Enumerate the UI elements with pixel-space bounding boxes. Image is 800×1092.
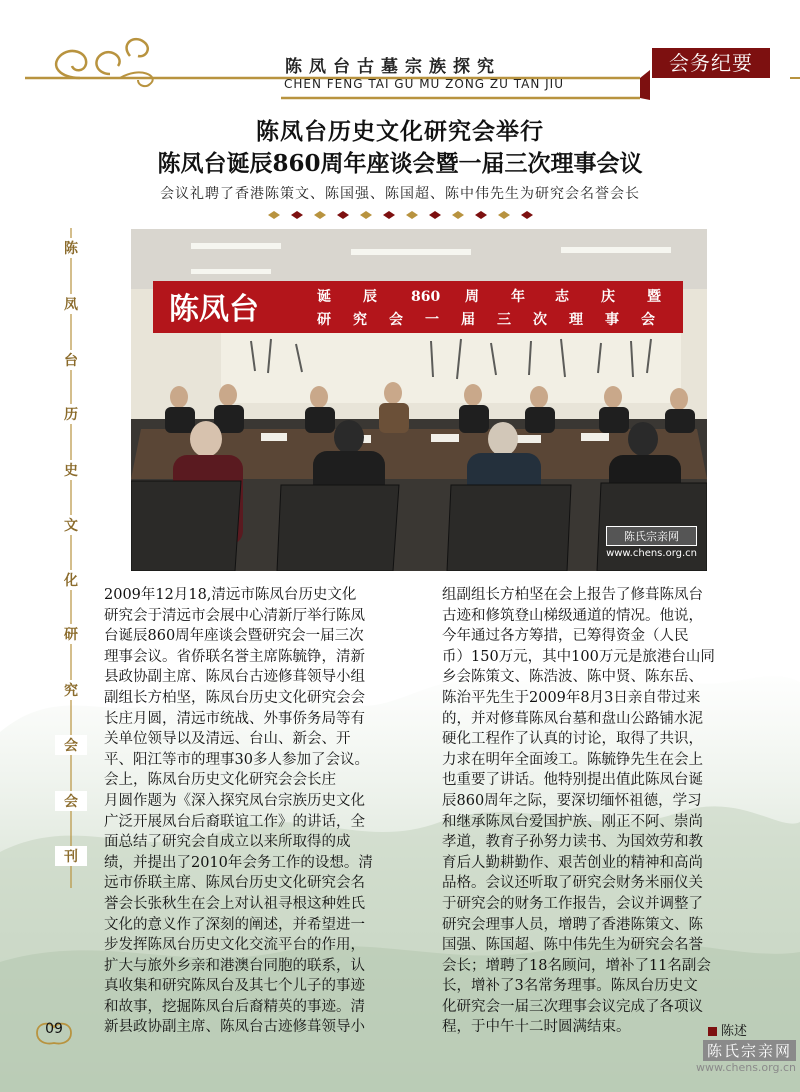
author-name: 陈述 <box>721 1024 748 1039</box>
page-number-badge <box>33 1017 75 1047</box>
body-text-line: 国强、陈国超、陈中伟先生为研究会名誉 <box>442 937 703 954</box>
divider-diamond-icon <box>475 211 487 219</box>
body-text-line: 研究会于清远市会展中心清新厅举行陈凤 <box>104 607 365 624</box>
body-text-line: 和故事，挖掘陈凤台后裔精英的事迹。清 <box>104 998 365 1015</box>
divider-diamond-icon <box>498 211 510 219</box>
body-text-line: 新县政协副主席、陈凤台古迹修葺领导小 <box>104 1019 365 1036</box>
article-body-left-column <box>104 585 422 1038</box>
body-text-line: 绩，并提出了2010年会务工作的设想。清 <box>104 854 373 871</box>
body-text-line: 远市侨联主席、陈凤台历史文化研究会名 <box>104 875 365 892</box>
sidebar-char: 会 <box>55 791 87 811</box>
body-text-line: 2009年12月18,清远市陈凤台历史文化 <box>104 587 357 603</box>
banner-line2-word: 三 <box>497 312 511 328</box>
body-text-line: 广泛开展凤台后裔联谊工作》的讲话，全 <box>104 813 365 830</box>
body-text-line: 县政协副主席、陈凤台古迹修葺领导小组 <box>104 669 365 686</box>
article-subtitle: 会议礼聘了香港陈策文、陈国强、陈国超、陈中伟先生为研究会名誉会长 <box>160 186 640 202</box>
sidebar-char: 文 <box>55 515 87 535</box>
body-text-line: 组副组长方柏坚在会上报告了修葺陈凤台 <box>442 587 703 603</box>
sidebar-char: 凤 <box>55 294 87 314</box>
body-text-line: 和继承陈凤台爱国护族、刚正不阿、崇尚 <box>442 813 703 830</box>
body-text-line: 硬化工程作了认真的讨论，取得了共识， <box>442 731 703 748</box>
body-text-line: 程，于中午十二时圆满结束。 <box>442 1019 631 1036</box>
body-text-line: 育后人勤耕勤作、艰苦创业的精神和高尚 <box>442 854 703 871</box>
body-text-line: 真收集和研究陈凤台及其七个儿子的事迹 <box>104 978 365 995</box>
sidebar-char: 台 <box>55 350 87 370</box>
article-title-line1: 陈凤台历史文化研究会举行 <box>256 118 544 145</box>
banner-line2-word: 事 <box>605 312 619 328</box>
sidebar-char: 究 <box>55 680 87 700</box>
section-tag: 会务纪要 <box>652 48 770 78</box>
divider-diamond-icon <box>291 211 303 219</box>
site-watermark-url: www.chens.org.cn <box>695 1061 796 1074</box>
divider-diamond-icon <box>452 211 464 219</box>
body-text-line: 台诞辰860周年座谈会暨研究会一届三次 <box>104 628 364 645</box>
magazine-column-pinyin: CHEN FENG TAI GU MU ZONG ZU TAN JIU <box>284 77 564 91</box>
body-text-line: 长庄月圆，清远市统战、外事侨务局等有 <box>104 710 365 727</box>
body-text-line: 力求在明年全面竣工。陈毓铮先生在会上 <box>442 751 703 768</box>
meeting-photo-illustration <box>131 229 707 571</box>
divider-diamond-icon <box>337 211 349 219</box>
divider-diamond-icon <box>406 211 418 219</box>
body-text-line: 关单位领导以及清远、台山、新会、开 <box>104 731 351 748</box>
magazine-column-title: 陈凤台古墓宗族探究 <box>285 57 501 77</box>
banner-line2-word: 届 <box>461 312 475 328</box>
meeting-photo <box>131 229 707 571</box>
site-watermark-brand: 陈氏宗亲网 <box>703 1040 796 1061</box>
title-divider <box>262 210 538 220</box>
photo-watermark <box>606 526 697 559</box>
sidebar-char: 陈 <box>55 238 87 258</box>
banner-line1-word: 诞 <box>317 289 331 305</box>
body-text-line: 今年通过各方筹措，已筹得资金（人民 <box>442 628 689 645</box>
banner-line2-word: 次 <box>533 312 547 328</box>
body-text-line: 月圆作题为《深入探究凤台宗族历史文化 <box>104 792 365 809</box>
body-text-line: 辰860周年之际，要深切缅怀祖德，学习 <box>442 792 702 809</box>
photo-watermark-site: www.chens.org.cn <box>606 548 697 559</box>
body-text-line: 币）150万元，其中100万元是旅港台山同 <box>442 648 715 665</box>
body-text-line: 古迹和修筑登山梯级通道的情况。他说， <box>442 607 703 624</box>
divider-diamond-icon <box>268 211 280 219</box>
sidebar-char: 会 <box>55 735 87 755</box>
body-text-line: 品格。会议还听取了研究会财务米丽仪关 <box>442 875 703 892</box>
article-title-line2: 陈凤台诞辰860周年座谈会暨一届三次理事会议 <box>157 150 643 177</box>
body-text-line: 扩大与旅外乡亲和港澳台同胞的联系，认 <box>104 957 365 974</box>
body-text-line: 长，增补了3名常务理事。陈凤台历史文 <box>442 978 698 995</box>
site-watermark <box>688 1040 796 1074</box>
body-text-line: 也重要了讲话。他特别提出值此陈凤台诞 <box>442 772 703 789</box>
sidebar-char: 史 <box>55 460 87 480</box>
banner-line1-word: 辰 <box>363 289 377 305</box>
banner-line1-word: 860 <box>411 289 441 305</box>
body-text-line: 平、阳江等市的理事30多人参加了会议。 <box>104 751 369 768</box>
body-text-line: 副组长方柏坚，陈凤台历史文化研究会会 <box>104 689 365 706</box>
divider-diamond-icon <box>521 211 533 219</box>
body-text-line: 面总结了研究会自成立以来所取得的成 <box>104 834 351 851</box>
body-text-line: 于研究会的财务工作报告，会议并调整了 <box>442 895 703 912</box>
banner-line1-word: 庆 <box>601 289 615 305</box>
banner-line2-word: 究 <box>353 312 367 328</box>
sidebar-char: 研 <box>55 624 87 644</box>
divider-diamond-icon <box>429 211 441 219</box>
sidebar-char: 刊 <box>55 846 87 866</box>
body-text-line: 誉会长张秋生在会上对认祖寻根这种姓氏 <box>104 895 365 912</box>
author-marker-icon <box>708 1027 717 1036</box>
body-text-line: 的，并对修葺陈凤台墓和盘山公路铺水泥 <box>442 710 703 727</box>
body-text-line: 陈治平先生于2009年8月3日亲自带过来 <box>442 689 701 706</box>
body-text-line: 步发挥陈凤台历史文化交流平台的作用， <box>104 937 365 954</box>
body-text-line: 乡会陈策文、陈浩波、陈中贤、陈东岳、 <box>442 669 703 686</box>
banner-line2-word: 会 <box>641 312 655 328</box>
article-body-right-column <box>442 585 760 1038</box>
banner-line2-word: 会 <box>389 312 403 328</box>
banner-line2-word: 理 <box>569 312 583 328</box>
body-text-line: 文化的意义作了深刻的阐述，并希望进一 <box>104 916 365 933</box>
divider-diamond-icon <box>360 211 372 219</box>
banner-line1-word: 周 <box>465 289 479 305</box>
banner-line2-word: 研 <box>317 312 331 328</box>
body-text-line: 理事会议。省侨联名誉主席陈毓铮，清新 <box>104 648 365 665</box>
banner-line1-word: 年 <box>511 289 525 305</box>
divider-diamond-icon <box>383 211 395 219</box>
body-text-line: 化研究会一届三次理事会议完成了各项议 <box>442 998 703 1015</box>
divider-diamond-icon <box>314 211 326 219</box>
body-text-line: 会长；增聘了18名顾问，增补了11名副会 <box>442 957 711 974</box>
sidebar-char: 历 <box>55 404 87 424</box>
sidebar-line <box>55 228 87 888</box>
author-credit <box>708 1020 747 1039</box>
banner-line2-word: 一 <box>425 312 439 328</box>
body-text-line: 孝道，教育子孙努力读书、为国效劳和教 <box>442 834 703 851</box>
sidebar-char: 化 <box>55 570 87 590</box>
photo-watermark-brand: 陈氏宗亲网 <box>606 526 697 546</box>
page-number: 09 <box>45 1021 63 1037</box>
body-text-line: 研究会理事人员，增聘了香港陈策文、陈 <box>442 916 703 933</box>
body-text-line: 会上，陈凤台历史文化研究会会长庄 <box>104 772 336 789</box>
vertical-sidebar <box>55 228 87 888</box>
banner-text-left: 陈凤台 <box>169 292 259 327</box>
banner-line1-word: 暨 <box>647 289 661 305</box>
banner-line1-word: 志 <box>555 289 569 305</box>
